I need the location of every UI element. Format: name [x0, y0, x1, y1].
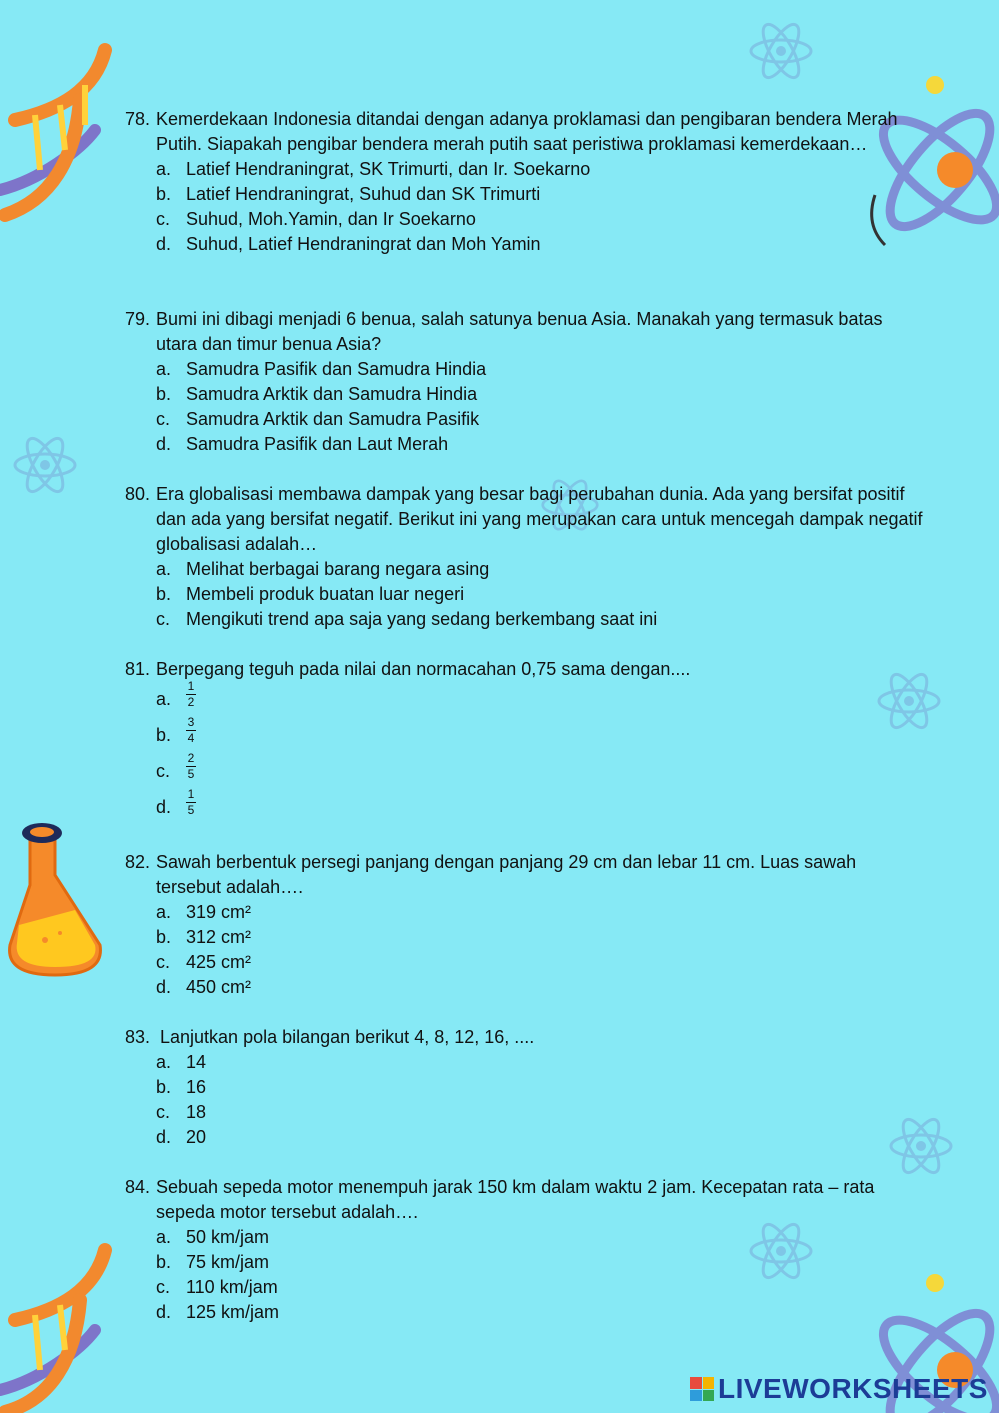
option-c[interactable]: c. $\frac{2}{5}$: [156, 751, 195, 781]
question-text: Sebuah sepeda motor menempuh jarak 150 km dalam waktu 2 jam. Kecepatan rata – rata sepeda motor tersebut adalah….: [156, 1177, 875, 1222]
option-b[interactable]: b. Samudra Arktik dan Samudra Hindia: [156, 384, 478, 404]
question-number: 84.: [125, 1177, 151, 1197]
option-c[interactable]: c. 18: [156, 1102, 207, 1122]
question-number: 82.: [125, 852, 151, 872]
option-a[interactable]: a. 319 cm²: [156, 902, 252, 922]
watermark-text: LIVEWORKSHEETS: [718, 1373, 988, 1404]
question-text: Lanjutkan pola bilangan berikut 4, 8, 12, 16, ....: [160, 1027, 535, 1047]
fraction: $\frac{3}{4}$: [187, 715, 195, 745]
option-d[interactable]: d. Suhud, Latief Hendraningrat dan Moh Yamin: [156, 234, 541, 254]
fraction: $\frac{1}{2}$: [187, 679, 195, 709]
option-a[interactable]: a. Samudra Pasifik dan Samudra Hindia: [156, 359, 487, 379]
question-text: Berpegang teguh pada nilai dan normacahan 0,75 sama dengan....: [156, 659, 691, 679]
question-84: [125, 1175, 925, 1325]
option-c[interactable]: c. Mengikuti trend apa saja yang sedang berkembang saat ini: [156, 609, 658, 629]
option-d[interactable]: d. $\frac{1}{5}$: [156, 787, 195, 817]
option-a[interactable]: a. 50 km/jam: [156, 1227, 270, 1247]
question-83: [125, 1025, 925, 1150]
option-d[interactable]: d. 20: [156, 1127, 207, 1147]
question-text: Bumi ini dibagi menjadi 6 benua, salah satunya benua Asia. Manakah yang termasuk batas utara dan timur benua Asia?: [156, 309, 883, 354]
option-d[interactable]: d. 450 cm²: [156, 977, 252, 997]
option-a[interactable]: a. Melihat berbagai barang negara asing: [156, 559, 490, 579]
question-text: Kemerdekaan Indonesia ditandai dengan adanya proklamasi dan pengibaran bendera Merah Putih. Siapakah pengibar bendera merah putih saat peristiwa proklamasi kemerdekaan…: [156, 109, 898, 154]
question-text: Sawah berbentuk persegi panjang dengan panjang 29 cm dan lebar 11 cm. Luas sawah tersebut adalah….: [156, 852, 857, 897]
option-a[interactable]: a. 14: [156, 1052, 207, 1072]
question-82: [125, 850, 925, 1000]
option-a[interactable]: a. Latief Hendraningrat, SK Trimurti, dan Ir. Soekarno: [156, 159, 591, 179]
option-b[interactable]: b. 75 km/jam: [156, 1252, 270, 1272]
question-number: 81.: [125, 659, 151, 679]
question-number: 78.: [125, 109, 151, 129]
question-number: 83.: [125, 1027, 151, 1047]
option-c[interactable]: c. 110 km/jam: [156, 1277, 278, 1297]
option-c[interactable]: c. Suhud, Moh.Yamin, dan Ir Soekarno: [156, 209, 476, 229]
option-b[interactable]: b. 16: [156, 1077, 207, 1097]
question-80: [125, 482, 925, 632]
liveworksheets-watermark: [690, 1372, 988, 1406]
option-c[interactable]: c. 425 cm²: [156, 952, 252, 972]
fraction: $\frac{2}{5}$: [187, 751, 195, 781]
option-d[interactable]: d. 125 km/jam: [156, 1302, 280, 1322]
option-c[interactable]: c. Samudra Arktik dan Samudra Pasifik: [156, 409, 480, 429]
option-b[interactable]: b. 312 cm²: [156, 927, 252, 947]
question-number: 80.: [125, 484, 151, 504]
fraction: $\frac{1}{5}$: [187, 787, 195, 817]
question-text: Era globalisasi membawa dampak yang besar bagi perubahan dunia. Ada yang bersifat positif dan ada yang bersifat negatif. Berikut ini yang merupakan cara untuk mencegah dampak negatif globalisasi adalah…: [156, 484, 923, 554]
option-d[interactable]: d. Samudra Pasifik dan Laut Merah: [156, 434, 449, 454]
liveworksheets-logo-icon: [690, 1377, 714, 1401]
option-b[interactable]: b. Membeli produk buatan luar negeri: [156, 584, 465, 604]
question-79: [125, 307, 925, 457]
question-number: 79.: [125, 309, 151, 329]
question-78: [125, 107, 925, 257]
option-b[interactable]: b. $\frac{3}{4}$: [156, 715, 195, 745]
option-b[interactable]: b. Latief Hendraningrat, Suhud dan SK Trimurti: [156, 184, 541, 204]
question-81: [125, 657, 925, 826]
option-a[interactable]: a. $\frac{1}{2}$: [156, 679, 195, 709]
